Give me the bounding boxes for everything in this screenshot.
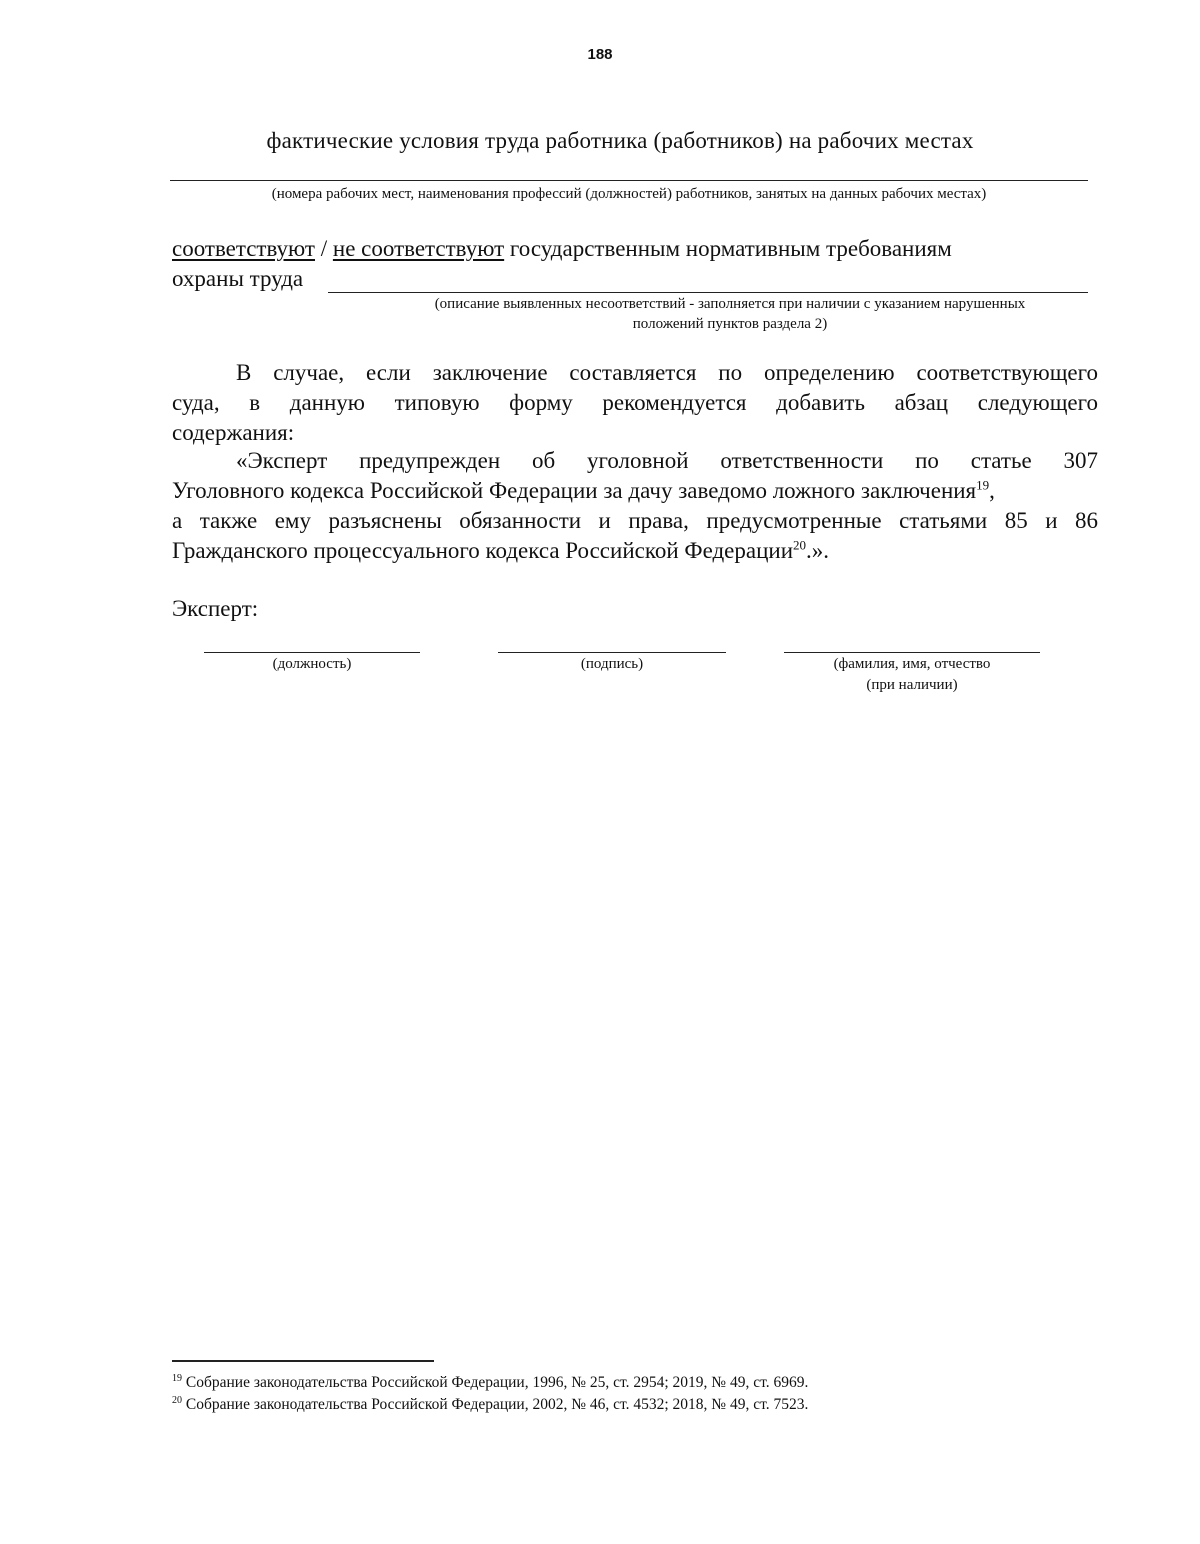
workplaces-caption: (номера рабочих мест, наименования профессий (должностей) работников, занятых на данных рабочих местах) (271, 186, 987, 202)
paragraph1-line3: содержания: (172, 420, 295, 445)
discrepancies-caption-line1: (описание выявленных несоответствий - заполняется при наличии с указанием нарушенных (434, 296, 1026, 312)
option-separator: / (315, 236, 333, 261)
footnote-20: $^{20}$ Собрание законодательства Российской Федерации, 2002, № 46, ст. 4532; 2018, № 49, ст. 7523. (172, 1394, 809, 1413)
paragraph2-line4: Гражданского процессуального кодекса Российской Федерации$^{20}$.». (172, 537, 830, 563)
paragraph1-line1: В случае, если заключение составляется по определению соответствующего (236, 360, 1098, 385)
name-caption-line2: (при наличии) (866, 677, 958, 693)
name-fill-line (784, 652, 1040, 653)
footnote-separator (172, 1360, 434, 1362)
signature-fill-line (498, 652, 726, 653)
name-caption-line1: (фамилия, имя, отчество (833, 656, 991, 672)
labor-protection-label: охраны труда (172, 266, 304, 291)
paragraph1-line2: суда, в данную типовую форму рекомендуется добавить абзац следующего (172, 390, 1098, 415)
discrepancies-caption-line2: положений пунктов раздела 2) (632, 316, 828, 332)
position-caption: (должность) (272, 656, 352, 672)
expert-label: Эксперт: (172, 596, 259, 621)
option-compliant[interactable]: соответствуют (172, 236, 315, 261)
compliance-rest: государственным нормативным требованиям (504, 236, 952, 261)
footnote-19: $^{19}$ Собрание законодательства Российской Федерации, 1996, № 25, ст. 2954; 2019, № 49, ст. 6969. (172, 1372, 809, 1391)
discrepancies-fill-line (328, 292, 1088, 293)
workplaces-fill-line (170, 180, 1088, 181)
footnote-ref-19[interactable]: 19 (976, 477, 990, 493)
heading-line: фактические условия труда работника (работников) на рабочих местах (266, 128, 974, 153)
signature-caption: (подпись) (580, 656, 644, 672)
paragraph2-line3: а также ему разъяснены обязанности и права, предусмотренные статьями 85 и 86 (172, 508, 1098, 533)
compliance-line (172, 236, 952, 262)
paragraph2-line1: «Эксперт предупрежден об уголовной ответственности по статье 307 (236, 448, 1098, 473)
position-fill-line (204, 652, 420, 653)
option-non-compliant[interactable]: не соответствуют (332, 236, 505, 261)
footnote-ref-20[interactable]: 20 (793, 537, 807, 553)
page-number: 188 (587, 46, 613, 63)
paragraph2-line2: Уголовного кодекса Российской Федерации за дачу заведомо ложного заключения$^{19}$, (172, 477, 995, 503)
